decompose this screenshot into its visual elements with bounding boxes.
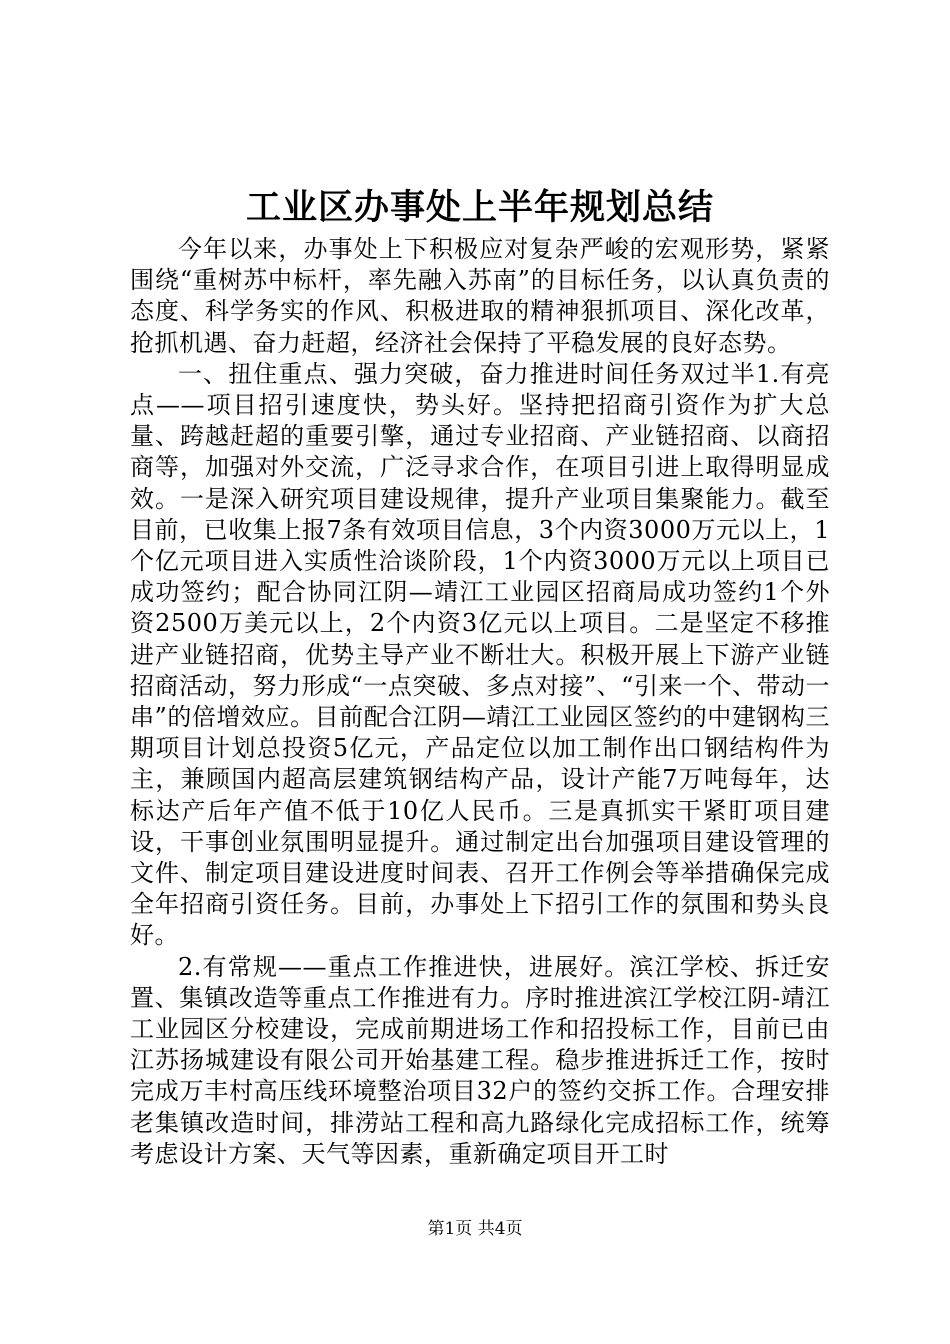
paragraph-section-two: 2.有常规——重点工作推进快，进展好。滨江学校、拆迁安置、集镇改造等重点工作推进有力。序时推进滨江学校江阴-靖江工业园区分校建设，完成前期进场工作和招投标工作，目前已由江苏扬城建设有限公司开始基建工程。稳步推进拆迁工作，按时完成万丰村高压线环境整治项目32户的签约交拆工作。合理安排老集镇改造时间，排涝站工程和高九路绿化完成招标工作，统筹考虑设计方案、天气等因素，重新确定项目开工时 xyxy=(130,952,830,1168)
paragraph-section-one: 一、扭住重点、强力突破，奋力推进时间任务双过半1.有亮点——项目招引速度快，势头好。坚持把招商引资作为扩大总量、跨越赶超的重要引擎，通过专业招商、产业链招商、以商招商等，加强对外交流，广泛寻求合作，在项目引进上取得明显成效。一是深入研究项目建设规律，提升产业项目集聚能力。截至目前，已收集上报7条有效项目信息，3个内资3000万元以上，1个亿元项目进入实质性洽谈阶段，1个内资3000万元以上项目已成功签约；配合协同江阴—靖江工业园区招商局成功签约1个外资2500万美元以上，2个内资3亿元以上项目。二是坚定不移推进产业链招商，优势主导产业不断壮大。积极开展上下游产业链招商活动，努力形成“一点突破、多点对接”、“引来一个、带动一串”的倍增效应。目前配合江阴—靖江工业园区签约的中建钢构三期项目计划总投资5亿元，产品定位以加工制作出口钢结构件为主，兼顾国内超高层建筑钢结构产品，设计产能7万吨每年，达标达产后年产值不低于10亿人民币。三是真抓实干紧盯项目建设，干事创业氛围明显提升。通过制定出台加强项目建设管理的文件、制定项目建设进度时间表、召开工作例会等举措确保完成全年招商引资任务。目前，办事处上下招引工作的氛围和势头良好。 xyxy=(130,359,830,950)
page-number-footer: 第1页 共4页 xyxy=(427,1219,523,1239)
document-title: 工业区办事处上半年规划总结 xyxy=(245,187,714,228)
paragraph-intro: 今年以来，办事处上下积极应对复杂严峻的宏观形势，紧紧围绕“重树苏中标杆，率先融入苏南”的目标任务，以认真负责的态度、科学务实的作风、积极进取的精神狠抓项目、深化改革，抢抓机遇、奋力赶超，经济社会保持了平稳发展的良好态势。 xyxy=(130,235,830,357)
document-body xyxy=(130,234,830,1170)
